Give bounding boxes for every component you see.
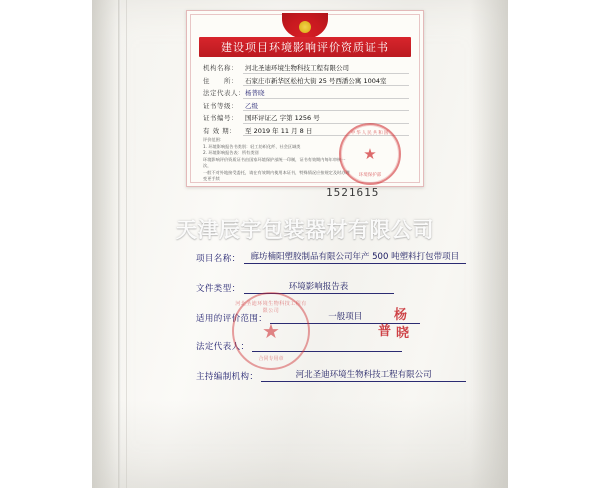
official-red-seal xyxy=(339,123,401,185)
field-label-valid-until: 有 效 期： xyxy=(203,126,237,135)
form-value-scope: 一般项目 xyxy=(270,310,420,324)
field-value-grade: 乙级 xyxy=(243,103,409,112)
seal-text-top: ★ 中华人民共和国 xyxy=(350,131,390,136)
scope-line: 一般不对外地接受委托，请在有效期内使用本证书，特殊情况应按规定及时办理变更手续 xyxy=(203,169,350,181)
form-row-project-name xyxy=(196,250,466,264)
company-contract-seal xyxy=(232,292,310,370)
form-row-file-type xyxy=(196,280,466,294)
form-label-legal-rep: 法定代表人： xyxy=(196,342,250,352)
field-value-org-name: 河北圣迪环境生物科技工程有限公司 xyxy=(243,65,409,74)
form-label-file-type: 文件类型： xyxy=(196,284,241,294)
watermark-text: 天津辰宇包装器材有限公司 xyxy=(176,218,434,242)
form-label-scope: 适用的评价范围： xyxy=(196,314,268,324)
form-row-compiling-org xyxy=(196,368,466,382)
field-value-legal-rep: 杨普晓 xyxy=(243,90,409,99)
stamp-char-3: 晓 xyxy=(396,326,410,341)
field-label-address: 住 所： xyxy=(203,76,238,85)
stamp-char-2: 普 xyxy=(378,324,392,339)
certificate-scope-block xyxy=(203,137,353,183)
stamp-char-1: 杨 xyxy=(394,308,408,323)
form-value-compiling-org: 河北圣迪环境生物科技工程有限公司 xyxy=(261,368,466,382)
certificate-title: 建设项目环境影响评价资质证书 xyxy=(221,41,389,54)
certificate-serial-number: 1521615 xyxy=(326,186,380,199)
scope-line: 2. 环境影响报告表：所有类别 xyxy=(203,150,259,155)
certificate-field-row xyxy=(203,65,409,74)
field-value-valid-until: 至 2019 年 11 月 8 日 xyxy=(243,128,409,137)
form-label-compiling-org: 主持编制机构： xyxy=(196,372,259,382)
paper-shadow-bottom xyxy=(92,400,508,488)
company-seal-text-bottom: 合同专用章 xyxy=(258,356,284,362)
field-value-cert-no: 国环评证乙 字第 1256 号 xyxy=(243,115,409,124)
form-row-scope xyxy=(196,310,466,324)
certificate-title-banner xyxy=(199,37,411,57)
field-label-grade: 证书等级： xyxy=(203,101,238,110)
form-value-file-type: 环境影响报告表 xyxy=(244,280,394,294)
form-value-legal-rep xyxy=(252,350,402,352)
form-row-legal-rep xyxy=(196,340,466,352)
scope-label: 评价范围： xyxy=(203,137,224,142)
report-cover-form xyxy=(196,250,466,398)
certificate-field-row xyxy=(203,115,409,124)
field-value-address: 石家庄市新华区松柏大街 25 号西潘公寓 1004室 xyxy=(243,78,409,87)
eia-certificate xyxy=(186,10,424,187)
field-label-legal-rep: 法定代表人： xyxy=(203,89,245,97)
field-label-cert-no: 证书编号： xyxy=(203,114,238,122)
scope-line: 1. 环境影响报告书类别：轻工纺织化纤、社会区域类 xyxy=(203,143,301,149)
form-label-project-name: 项目名称： xyxy=(196,254,241,264)
certificate-field-row xyxy=(203,78,409,87)
field-label-org-name: 机构名称： xyxy=(203,64,238,72)
form-value-project-name: 廊坊楠阳塑胶制品有限公司年产 500 吨塑料打包带项目 xyxy=(244,250,466,264)
certificate-field-row xyxy=(203,90,409,99)
company-seal-text-top: ★ 河北圣迪环境生物科技工程有限公司 xyxy=(235,301,307,314)
scope-line: 环境影响评价资质证书由国家环境保护部统一印制，证书有效期内每年审核一次， xyxy=(203,156,346,168)
certificate-field-row xyxy=(203,103,409,112)
seal-text-bottom: 环境保护部 xyxy=(358,173,382,178)
